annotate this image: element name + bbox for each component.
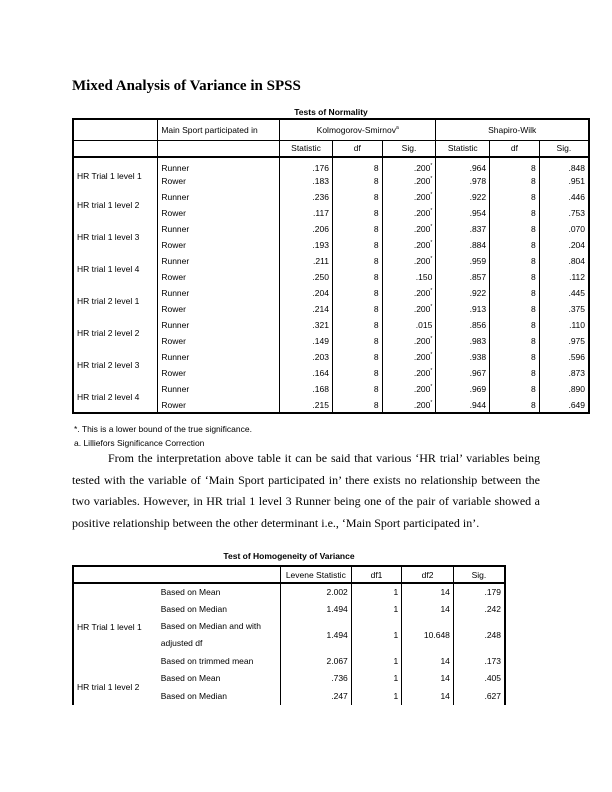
sw-statistic-cell: .969	[436, 381, 490, 397]
ks-df-cell: 8	[332, 397, 382, 413]
sw-sig-cell: .446	[539, 189, 589, 205]
sw-statistic-cell: .922	[436, 285, 490, 301]
ks-sig-value: .200	[413, 384, 431, 394]
sig-cell: .173	[453, 652, 505, 670]
ks-sig-value: .200	[413, 368, 431, 378]
sw-df-cell: 8	[490, 205, 540, 221]
sw-sig-cell: .596	[539, 349, 589, 365]
ks-statistic-cell: .214	[280, 301, 333, 317]
df1-cell: 1	[351, 652, 401, 670]
sw-df-cell: 8	[490, 269, 540, 285]
sw-statistic-cell: .944	[436, 397, 490, 413]
sw-statistic-cell: .978	[436, 173, 490, 189]
lower-bound-marker: *	[430, 288, 433, 295]
sw-df-cell: 8	[490, 397, 540, 413]
sw-statistic-cell: .938	[436, 349, 490, 365]
ks-df-cell: 8	[332, 349, 382, 365]
variable-label: HR trial 2 level 3	[73, 349, 158, 381]
df2-cell: 14	[402, 687, 454, 705]
ks-df-cell: 8	[332, 221, 382, 237]
footnote-lower-bound: *. This is a lower bound of the true significance.	[74, 424, 252, 434]
sw-statistic-cell: .913	[436, 301, 490, 317]
ks-sig-value: .200	[413, 176, 431, 186]
sw-statistic-header: Statistic	[436, 140, 490, 157]
corner-cell	[73, 566, 158, 583]
basis-cell: Based on Median	[160, 690, 227, 701]
page-title: Mixed Analysis of Variance in SPSS	[72, 78, 301, 94]
sw-df-cell: 8	[490, 381, 540, 397]
sw-df-cell: 8	[490, 157, 540, 173]
ks-sig-cell	[382, 269, 436, 285]
sport-cell: Runner	[161, 224, 190, 234]
sw-statistic-cell: .922	[436, 189, 490, 205]
ks-sig-value: .200	[413, 162, 431, 173]
ks-sig-value: .200	[413, 192, 431, 202]
ks-statistic-cell: .204	[280, 285, 333, 301]
sport-cell: Runner	[161, 320, 190, 330]
sw-df-cell: 8	[490, 189, 540, 205]
ks-statistic-cell: .164	[280, 365, 333, 381]
ks-statistic-cell: .168	[280, 381, 333, 397]
ks-sig-cell	[382, 301, 436, 317]
variable-label: HR trial 2 level 1	[73, 285, 158, 317]
sw-df-cell: 8	[490, 237, 540, 253]
sig-cell: .248	[453, 618, 505, 652]
df2-cell: 14	[402, 583, 454, 601]
ks-statistic-cell: .250	[280, 269, 333, 285]
homogeneity-table	[72, 565, 506, 705]
lower-bound-marker: *	[430, 304, 433, 311]
ks-sig-cell	[382, 157, 436, 173]
levene-cell: 2.002	[280, 583, 351, 601]
levene-cell: .736	[280, 670, 351, 688]
table-row	[73, 157, 589, 173]
lower-bound-marker: *	[430, 240, 433, 247]
levene-cell: 1.494	[280, 601, 351, 619]
ks-statistic-cell: .176	[280, 157, 333, 173]
ks-sig-cell	[382, 381, 436, 397]
sport-cell: Runner	[161, 256, 190, 266]
basis-cell: Based on trimmed mean	[160, 655, 254, 666]
ks-df-cell: 8	[332, 381, 382, 397]
sport-cell: Runner	[161, 352, 190, 362]
ks-statistic-cell: .183	[280, 173, 333, 189]
sport-cell: Runner	[161, 192, 190, 202]
normality-table-caption: Tests of Normality	[294, 107, 368, 117]
sport-cell: Rower	[158, 397, 280, 413]
ks-sig-cell	[382, 253, 436, 269]
variable-label: HR trial 1 level 2	[73, 670, 158, 705]
sw-statistic-cell: .884	[436, 237, 490, 253]
ks-sig-value: .200	[413, 224, 431, 234]
df1-header: df1	[351, 566, 401, 583]
ks-sig-cell	[382, 317, 436, 333]
sport-cell: Rower	[161, 240, 186, 250]
ks-statistic-cell: .215	[280, 397, 333, 413]
sport-cell: Rower	[161, 336, 186, 346]
ks-sig-value: .200	[413, 208, 431, 218]
lower-bound-marker: *	[430, 336, 433, 343]
ks-sig-value: .200	[413, 304, 431, 314]
lower-bound-marker: *	[430, 368, 433, 375]
df1-cell: 1	[351, 601, 401, 619]
ks-header: Kolmogorov-Smirnov$^a$	[280, 119, 436, 140]
ks-df-cell: 8	[332, 189, 382, 205]
sw-statistic-cell: .954	[436, 205, 490, 221]
table-row	[73, 381, 589, 397]
sport-cell: Rower	[161, 368, 186, 378]
levene-cell: 1.494	[280, 618, 351, 652]
basis-cell: Based on Median and with adjusted df	[160, 621, 261, 648]
df2-header: df2	[402, 566, 454, 583]
sw-df-cell: 8	[490, 333, 540, 349]
lower-bound-marker: *	[430, 192, 433, 199]
sig-cell: .179	[453, 583, 505, 601]
variable-label: HR trial 2 level 2	[73, 317, 158, 349]
variable-label: HR trial 1 level 3	[73, 221, 158, 253]
lower-bound-marker: *	[430, 384, 433, 391]
levene-cell: .247	[280, 687, 351, 705]
ks-sig-cell	[382, 397, 436, 413]
ks-sig-header: Sig.	[382, 140, 436, 157]
ks-statistic-cell: .193	[280, 237, 333, 253]
sport-cell: Rower	[161, 304, 186, 314]
homogeneity-body	[73, 583, 505, 705]
homogeneity-table-caption: Test of Homogeneity of Variance	[223, 551, 355, 561]
lower-bound-marker: *	[430, 352, 433, 359]
lower-bound-marker: *	[430, 162, 433, 169]
sw-df-cell: 8	[490, 253, 540, 269]
ks-df-cell: 8	[332, 301, 382, 317]
ks-sig-cell	[382, 173, 436, 189]
normality-body	[73, 157, 589, 413]
ks-df-cell: 8	[332, 157, 382, 173]
lower-bound-marker: *	[430, 208, 433, 215]
ks-statistic-cell: .321	[280, 317, 333, 333]
sw-sig-cell: .951	[539, 173, 589, 189]
sw-df-cell: 8	[490, 317, 540, 333]
ks-sig-value: .200	[413, 240, 431, 250]
sig-cell: .242	[453, 601, 505, 619]
ks-df-cell: 8	[332, 317, 382, 333]
ks-sig-cell	[382, 333, 436, 349]
sw-sig-cell: .804	[539, 253, 589, 269]
ks-statistic-cell: .206	[280, 221, 333, 237]
df2-cell: 14	[402, 601, 454, 619]
sw-statistic-cell: .959	[436, 253, 490, 269]
sw-sig-header: Sig.	[539, 140, 589, 157]
table-row	[73, 221, 589, 237]
df2-cell: 14	[402, 652, 454, 670]
ks-statistic-cell: .117	[280, 205, 333, 221]
sw-df-cell: 8	[490, 349, 540, 365]
df2-cell: 14	[402, 670, 454, 688]
sw-statistic-cell: .983	[436, 333, 490, 349]
ks-sig-cell	[382, 285, 436, 301]
ks-df-cell: 8	[332, 365, 382, 381]
ks-statistic-cell: .211	[280, 253, 333, 269]
group-header: Main Sport participated in	[158, 119, 280, 140]
ks-sig-cell	[382, 349, 436, 365]
sw-statistic-cell: .857	[436, 269, 490, 285]
variable-label: HR trial 1 level 2	[73, 189, 158, 221]
sw-sig-cell: .649	[539, 397, 589, 413]
sw-statistic-cell: .856	[436, 317, 490, 333]
sig-header: Sig.	[453, 566, 505, 583]
table-row	[73, 253, 589, 269]
sw-df-cell: 8	[490, 365, 540, 381]
df2-cell: 10.648	[402, 618, 454, 652]
sw-sig-cell: .375	[539, 301, 589, 317]
sport-cell: Runner	[161, 384, 190, 394]
footnote-lilliefors: a. Lilliefors Significance Correction	[74, 438, 205, 448]
ks-df-cell: 8	[332, 253, 382, 269]
ks-sig-cell	[382, 237, 436, 253]
ks-statistic-cell: .149	[280, 333, 333, 349]
sw-sig-cell: .445	[539, 285, 589, 301]
ks-sig-value: .200	[413, 256, 431, 266]
ks-sig-value: .200	[413, 288, 431, 298]
lower-bound-marker: *	[430, 176, 433, 183]
sport-cell: Rower	[161, 176, 186, 186]
sport-cell: Rower	[161, 272, 186, 282]
ks-statistic-header: Statistic	[280, 140, 333, 157]
table-row	[73, 189, 589, 205]
df1-cell: 1	[351, 583, 401, 601]
sw-df-header: df	[490, 140, 540, 157]
ks-sig-cell	[382, 189, 436, 205]
ks-df-cell: 8	[332, 269, 382, 285]
variable-label: HR Trial 1 level 1	[73, 583, 158, 670]
ks-sig-value: .200	[413, 352, 431, 362]
table-row	[73, 583, 505, 601]
df1-cell: 1	[351, 687, 401, 705]
sw-df-cell: 8	[490, 301, 540, 317]
sw-df-cell: 8	[490, 285, 540, 301]
sw-header: Shapiro-Wilk	[436, 119, 589, 140]
ks-sig-value: .015	[415, 320, 433, 330]
ks-statistic-cell: .203	[280, 349, 333, 365]
interpretation-paragraph: From the interpretation above table it can be said that various ‘HR trial’ variables being tested with the variable of ‘Main Sport participated in’ there exists no relationship between the two variables. However, in HR trial 1 level 3 Runner being one of the pair of variable showed a positive relationship between the other determinant i.e., ‘Main Sport participated in’.	[72, 451, 540, 530]
variable-label: HR trial 2 level 4	[73, 381, 158, 413]
levene-header: Levene Statistic	[280, 566, 351, 583]
normality-table	[72, 118, 590, 414]
levene-cell: 2.067	[280, 652, 351, 670]
table-row	[73, 317, 589, 333]
ks-df-cell: 8	[332, 173, 382, 189]
lower-bound-marker: *	[430, 399, 433, 406]
lower-bound-marker: *	[430, 224, 433, 231]
basis-cell: Based on Median	[160, 604, 227, 615]
table-row	[73, 349, 589, 365]
variable-label: HR trial 1 level 4	[73, 253, 158, 285]
ks-sig-value: .200	[413, 336, 431, 346]
sw-sig-cell: .204	[539, 237, 589, 253]
ks-df-cell: 8	[332, 237, 382, 253]
sw-df-cell: 8	[490, 221, 540, 237]
ks-df-header: df	[332, 140, 382, 157]
sw-df-cell: 8	[490, 173, 540, 189]
ks-footnote-marker: a	[396, 124, 399, 131]
corner-cell	[73, 119, 158, 140]
variable-label: HR Trial 1 level 1	[73, 157, 158, 189]
ks-sig-cell	[382, 221, 436, 237]
ks-sig-value: .150	[415, 272, 433, 282]
basis-cell: Based on Mean	[160, 673, 221, 684]
sig-cell: .627	[453, 687, 505, 705]
sport-cell: Runner	[161, 162, 190, 173]
df1-cell: 1	[351, 618, 401, 652]
sw-sig-cell: .890	[539, 381, 589, 397]
sw-sig-cell: .975	[539, 333, 589, 349]
ks-df-cell: 8	[332, 333, 382, 349]
sw-sig-cell: .848	[539, 157, 589, 173]
ks-statistic-cell: .236	[280, 189, 333, 205]
sw-sig-cell: .070	[539, 221, 589, 237]
df1-cell: 1	[351, 670, 401, 688]
sw-sig-cell: .110	[539, 317, 589, 333]
sport-cell: Runner	[161, 288, 190, 298]
table-row	[73, 670, 505, 688]
ks-sig-cell	[382, 205, 436, 221]
ks-df-cell: 8	[332, 285, 382, 301]
lower-bound-marker: *	[430, 256, 433, 263]
ks-df-cell: 8	[332, 205, 382, 221]
ks-sig-cell	[382, 365, 436, 381]
sw-statistic-cell: .837	[436, 221, 490, 237]
sw-sig-cell: .873	[539, 365, 589, 381]
sig-cell: .405	[453, 670, 505, 688]
sw-sig-cell: .753	[539, 205, 589, 221]
sport-cell: Rower	[161, 208, 186, 218]
table-row	[73, 285, 589, 301]
basis-cell: Based on Mean	[160, 587, 221, 598]
ks-sig-value: .200	[413, 399, 431, 410]
sw-statistic-cell: .967	[436, 365, 490, 381]
sw-sig-cell: .112	[539, 269, 589, 285]
sw-statistic-cell: .964	[436, 157, 490, 173]
